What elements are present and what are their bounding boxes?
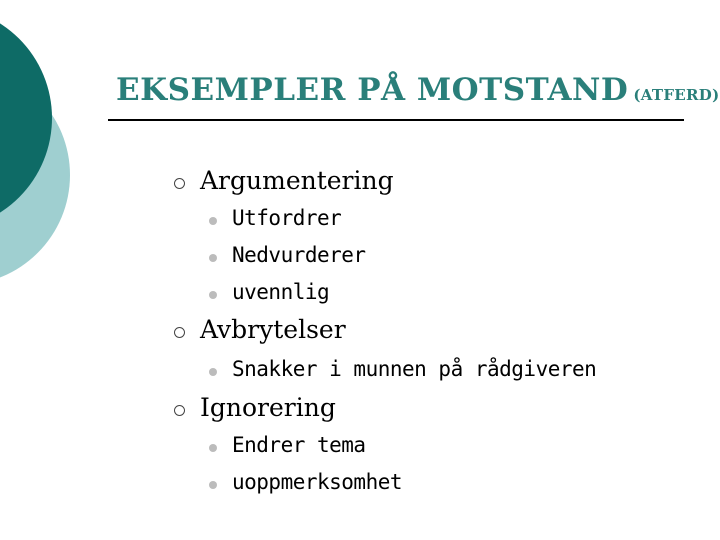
list-item: Avbrytelser — [200, 315, 346, 344]
sub-list-item: Snakker i munnen på rådgiveren — [232, 357, 597, 381]
sub-list-item: Utfordrer — [232, 206, 342, 230]
sub-list-item: Endrer tema — [232, 433, 366, 457]
sub-list-item: uoppmerksomhet — [232, 470, 403, 494]
list-item: Ignorering — [200, 393, 336, 422]
bullet-dot-icon — [209, 444, 217, 452]
sub-list-item: Nedvurderer — [232, 243, 366, 267]
slide-title — [116, 72, 720, 108]
title-sub: (ATFERD) — [633, 86, 720, 104]
bullet-ring-icon — [174, 178, 185, 189]
bullet-dot-icon — [209, 481, 217, 489]
title-divider — [108, 119, 684, 121]
bullet-ring-icon — [174, 405, 185, 416]
bullet-ring-icon — [174, 327, 185, 338]
list-item: Argumentering — [200, 166, 394, 195]
bullet-dot-icon — [209, 291, 217, 299]
bullet-dot-icon — [209, 368, 217, 376]
sub-list-item: uvennlig — [232, 280, 330, 304]
bullet-dot-icon — [209, 217, 217, 225]
bullet-dot-icon — [209, 254, 217, 262]
title-main: EKSEMPLER PÅ MOTSTAND — [116, 72, 629, 108]
